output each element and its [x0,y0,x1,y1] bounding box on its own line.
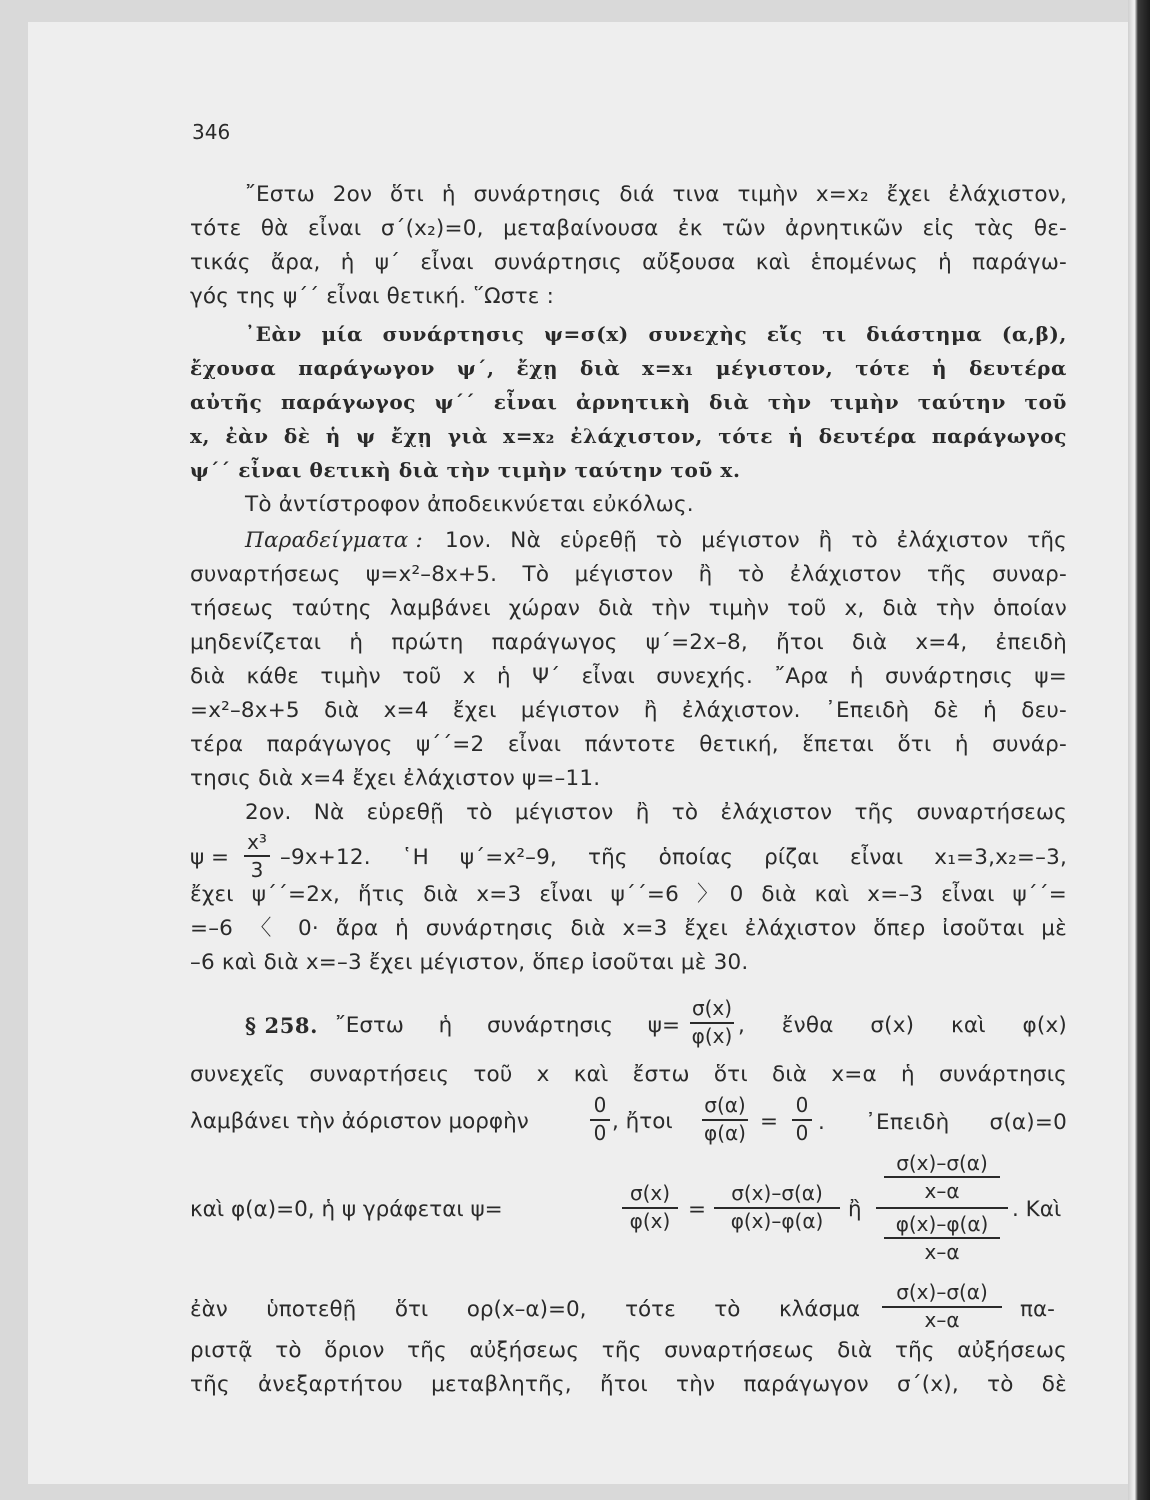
equation-lead: καὶ φ(α)=0, ἡ ψ γράφεται ψ= [190,1197,503,1222]
text-line: –6 καὶ διὰ x=–3 ἔχει μέγιστον, ὅπερ ἰσοῦται μὲ 30. [190,950,749,975]
theorem-line: ψ΄΄ εἶναι θετικὴ διὰ τὴν τιμὴν ταύτην τοῦ x. [190,458,741,482]
equation-text: , ἤτοι [612,1109,673,1134]
text-line: 2ον. Νὰ εὑρεθῇ τὸ μέγιστον ἢ τὸ ἐλάχιστον τῆς συναρτήσεως [245,800,1067,825]
fraction-numerator: σ(x)–σ(α) [896,1151,988,1175]
fraction-numerator: x³ [247,830,267,854]
fraction-denominator: φ(x)–φ(α) [730,1209,824,1233]
section-mark: § 258. [245,1013,319,1038]
fraction-denominator: 0 [593,1121,607,1145]
equation-text: . Καὶ [1012,1197,1062,1222]
text-line: συναρτήσεως ψ=x²–8x+5. Τὸ μέγιστον ἢ τὸ ἐλάχιστον τῆς συναρ- [190,562,1067,587]
text-line: Τὸ ἀντίστροφον ἀποδεικνύεται εὐκόλως. [245,492,694,517]
text-line: ἔχει ψ΄΄=2x, ἥτις διὰ x=3 εἶναι ψ΄΄=6 〉0 διὰ καὶ x=–3 εἶναι ψ΄΄= [190,882,1067,907]
examples-heading: Παραδείγματα : [245,528,423,553]
theorem-line: ἔχουσα παράγωγον ψ΄, ἔχῃ διὰ x=x₁ μέγιστον, τότε ἡ δευτέρα [190,356,1067,380]
equals-sign: = [688,1197,707,1222]
text-line: τησις διὰ x=4 ἔχει ἐλάχιστον ψ=–11. [190,766,601,791]
equation-lead: ἐὰν ὑποτεθῇ ὅτι ορ(x–α)=0, τότε τὸ κλάσμα [190,1297,860,1322]
fraction-denominator: φ(x) [629,1209,671,1233]
fraction-numerator: σ(x)–σ(α) [896,1280,988,1304]
text-line: διὰ κάθε τιμὴν τοῦ x ἡ Ψ΄ εἶναι συνεχής. ῎Αρα ἡ συνάρτησις ψ= [190,664,1067,689]
fraction-denominator: x–α [924,1308,960,1332]
text-line: ῎Εστω 2ον ὅτι ἡ συνάρτησις διά τινα τιμὴν x=x₂ ἔχει ἐλάχιστον, [245,182,1067,207]
fraction-denominator: x–α [924,1179,960,1203]
text-line: τέρα παράγωγος ψ΄΄=2 εἶναι πάντοτε θετική, ἕπεται ὅτι ἡ συνάρ- [190,732,1067,757]
book-binding-edge [1128,0,1150,1500]
text-line: συνεχεῖς συναρτήσεις τοῦ x καὶ ἔστω ὅτι διὰ x=α ἡ συνάρτησις [190,1062,1067,1087]
fraction-bar [244,855,270,857]
fraction-denominator: x–α [924,1240,960,1264]
fraction-numerator: σ(α) [704,1093,746,1117]
text-line: τῆς ἀνεξαρτήτου μεταβλητῆς, ἤτοι τὴν παράγωγον σ΄(x), τὸ δὲ [190,1372,1067,1397]
fraction-denominator: 0 [795,1121,809,1145]
equation-lead: λαμβάνει τὴν ἀόριστον μορφὴν [190,1109,529,1134]
equation-text: ἢ [848,1197,862,1222]
text-line: . ᾿Επειδὴ σ(α)=0 [818,1110,1067,1135]
fraction-numerator: σ(x) [629,1181,671,1205]
fraction-numerator: 0 [593,1093,607,1117]
fraction-denominator: 3 [250,858,264,882]
theorem-line: x, ἐὰν δὲ ἡ ψ ἔχῃ γιὰ x=x₂ ἐλάχιστον, τότε ἡ δευτέρα παράγωγος [190,424,1067,448]
theorem-line: αὐτῆς παράγωγος ψ΄΄ εἶναι ἀρνητικὴ διὰ τὴν τιμὴν ταύτην τοῦ [190,390,1067,414]
text-line: =–6 〈 0· ἄρα ἡ συνάρτησις διὰ x=3 ἔχει ἐλάχιστον ὅπερ ἰσοῦται μὲ [190,916,1067,941]
fraction-denominator: φ(x) [691,1024,733,1048]
text-line: γός της ψ΄΄ εἶναι θετική. ῞Ωστε : [190,284,555,309]
fraction-denominator: φ(α) [704,1121,746,1145]
fraction-numerator: 0 [795,1093,809,1117]
text-line: τότε θὰ εἶναι σ΄(x₂)=0, μεταβαίνουσα ἐκ τῶν ἀρνητικῶν εἰς τὰς θε- [190,216,1067,241]
fraction-bar [884,1176,1000,1178]
text-line: , ἔνθα σ(x) καὶ φ(x) [738,1013,1067,1038]
fraction-numerator: σ(x) [691,996,733,1020]
main-fraction-bar [876,1207,1008,1209]
fraction-bar [884,1237,1000,1239]
text-line: μηδενίζεται ἡ πρώτη παράγωγος ψ΄=2x–8, ἤτοι διὰ x=4, ἐπειδὴ [190,630,1067,655]
text-line: =x²–8x+5 διὰ x=4 ἔχει μέγιστον ἢ ἐλάχιστον. ᾿Επειδὴ δὲ ἡ δευ- [190,698,1067,723]
text-line: τικάς ἄρα, ἡ ψ΄ εἶναι συνάρτησις αὔξουσα καὶ ἑπομένως ἡ παράγω- [190,250,1067,275]
text-line: ριστᾷ τὸ ὅριον τῆς αὐξήσεως τῆς συναρτήσεως διὰ τῆς αὐξήσεως [190,1338,1067,1363]
text-line: τήσεως ταύτης λαμβάνει χώραν διὰ τὴν τιμὴν τοῦ x, διὰ τὴν ὁποίαν [190,596,1067,621]
equation-text: πα- [1020,1297,1055,1322]
fraction-numerator: σ(x)–σ(α) [731,1181,823,1205]
text-line: 1ον. Νὰ εὑρεθῇ τὸ μέγιστον ἢ τὸ ἐλάχιστον τῆς [445,528,1067,553]
page-number: 346 [192,120,231,144]
equation-lead: ῎Εστω ἡ συνάρτησις ψ= [335,1013,680,1038]
text-line: –9x+12. ῾Η ψ΄=x²–9, τῆς ὁποίας ρίζαι εἶναι x₁=3,x₂=–3, [280,845,1067,870]
theorem-line: ᾿Εὰν μία συνάρτησις ψ=σ(x) συνεχὴς εἴς τι διάστημα (α,β), [245,322,1067,346]
equation-lead: ψ = [190,845,230,870]
fraction-numerator: φ(x)–φ(α) [895,1212,989,1236]
equals-sign: = [760,1109,779,1134]
